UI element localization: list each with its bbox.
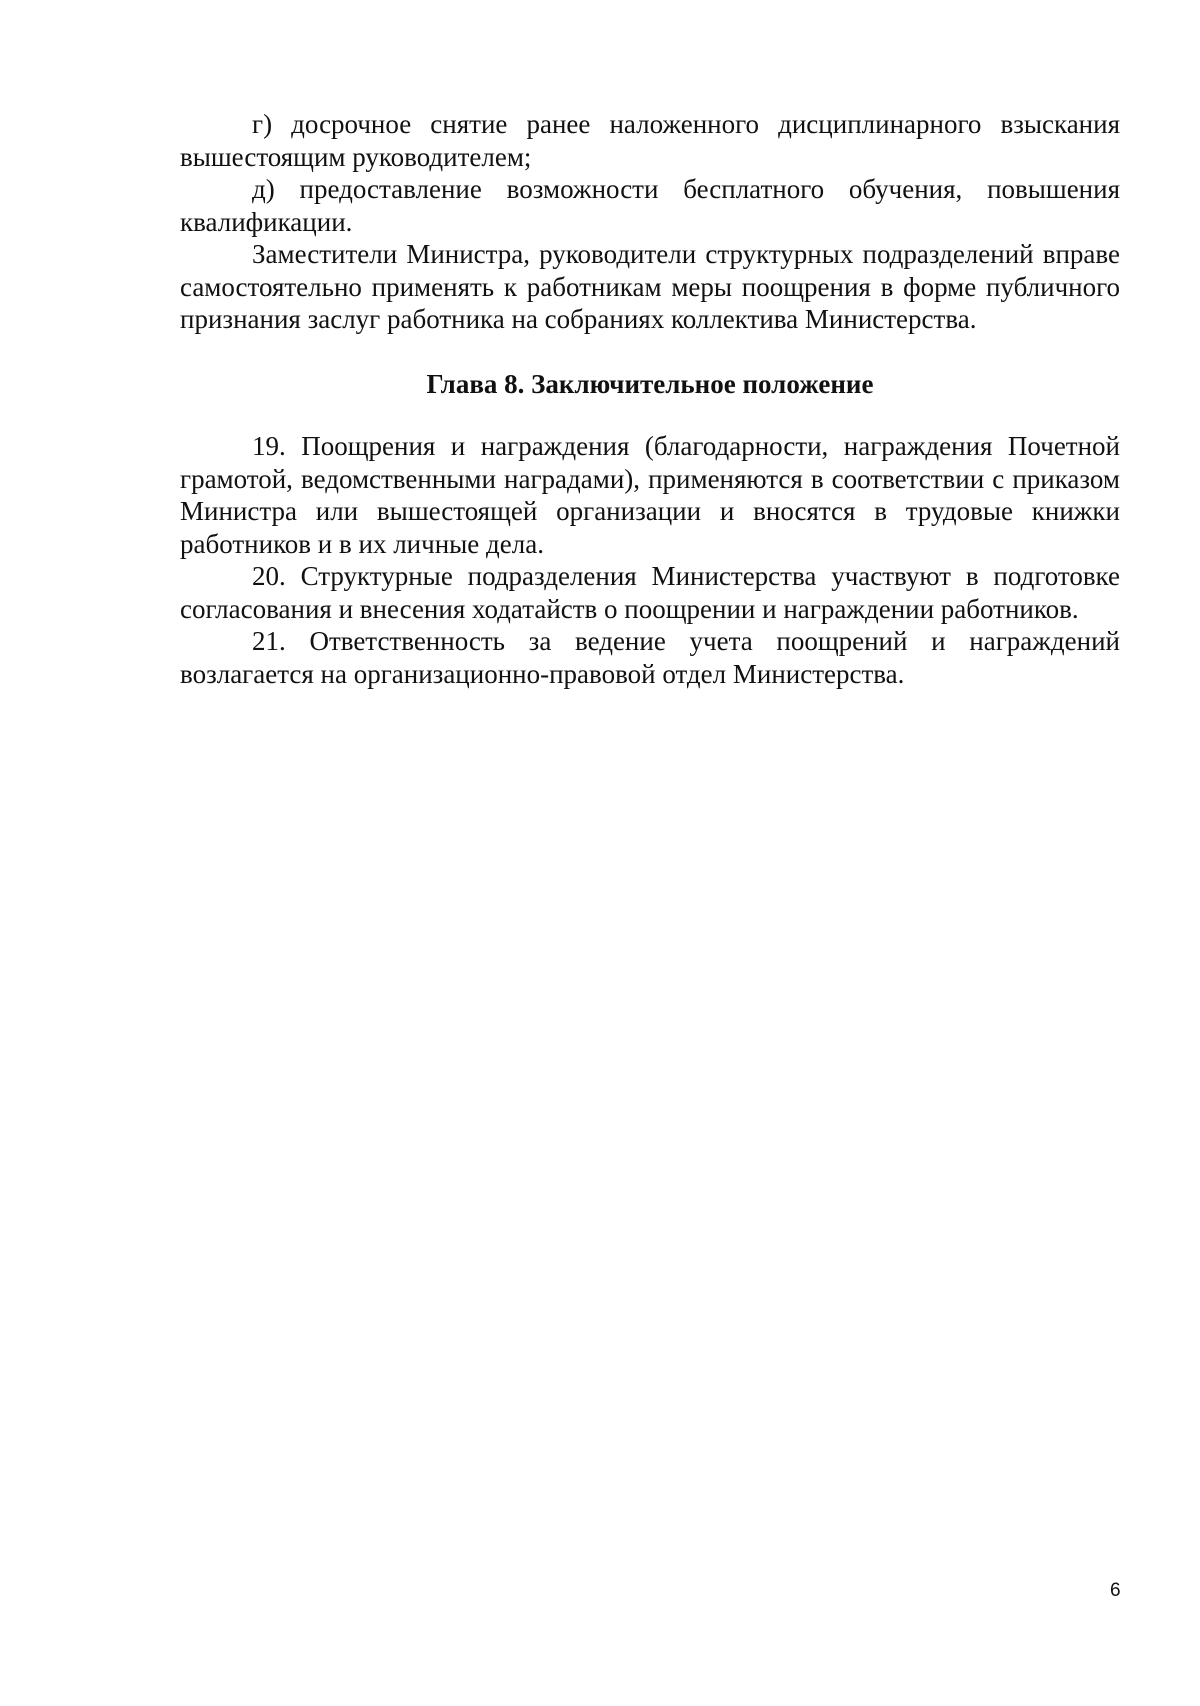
paragraph-deputies: Заместители Министра, руководители структурных подразделений вправе самостоятельно применять к работникам меры поощрения в форме публичного признания заслуг работника на собраниях коллектива Министерства.: [180, 239, 1120, 334]
document-body: [180, 108, 1120, 690]
paragraph-19: 19. Поощрения и награждения (благодарности, награждения Почетной грамотой, ведомственными наградами), применяются в соответствии с приказом Министра или вышестоящей организации и вносятся в трудовые книжки работников и в их личные дела.: [180, 431, 1120, 559]
chapter-heading: Глава 8. Заключительное положение: [426, 368, 874, 399]
page-number: 6: [1110, 1580, 1121, 1601]
paragraph-item-g: г) досрочное снятие ранее наложенного дисциплинарного взыскания вышестоящим руководителем;: [180, 109, 1120, 172]
paragraph-20: 20. Структурные подразделения Министерства участвуют в подготовке согласования и внесения ходатайств о поощрении и награждении работников.: [180, 561, 1120, 624]
paragraph-item-d: д) предоставление возможности бесплатного обучения, повышения квалификации.: [180, 174, 1120, 237]
paragraph-21: 21. Ответственность за ведение учета поощрений и награждений возлагается на организационно-правовой отдел Министерства.: [180, 626, 1120, 689]
